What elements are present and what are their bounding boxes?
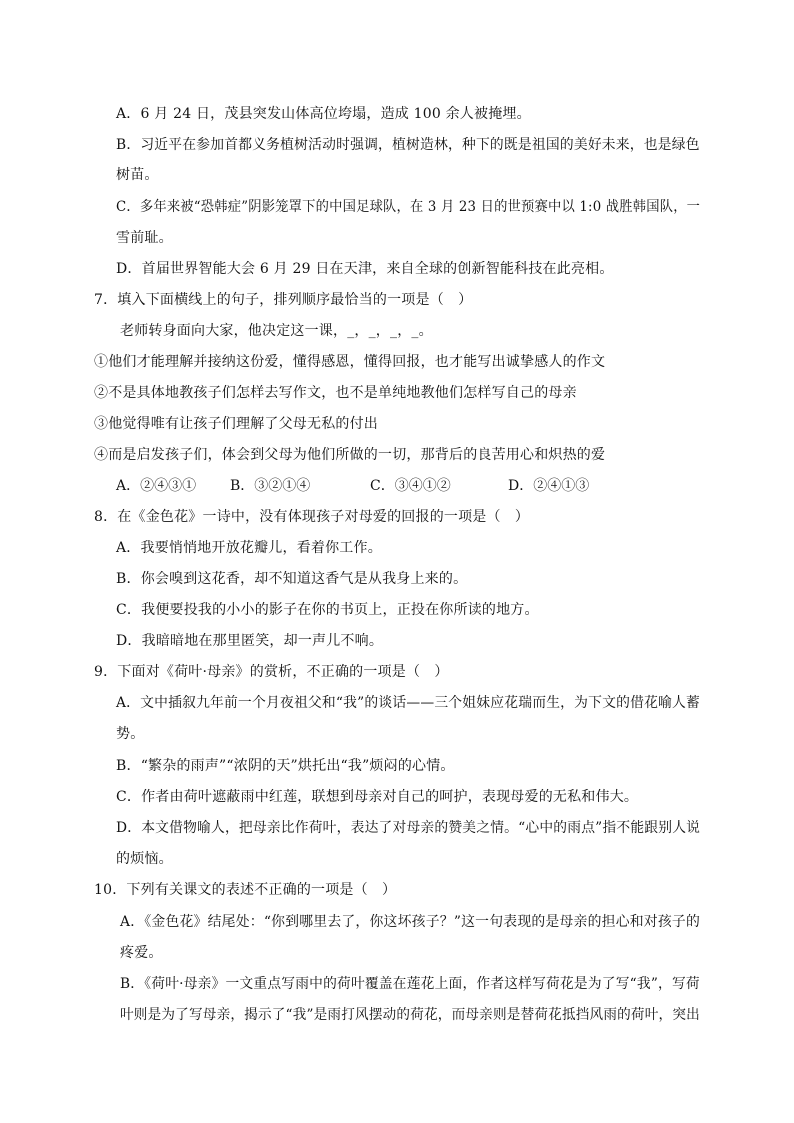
q6-option-d: D．首届世界智能大会 6 月 29 日在天津，来自全球的创新智能科技在此亮相。 — [116, 261, 614, 277]
q6-option-c-line2: 雪前耻。 — [116, 230, 173, 246]
q10-option-b-line1: B．《荷叶·母亲》一文重点写雨中的荷叶覆盖在莲花上面，作者这样写荷花是为了写“我”，写荷 — [120, 976, 700, 992]
q10-option-a-line1: A．《金色花》结尾处：“你到哪里去了，你这坏孩子？”这一句表现的是母亲的担心和对孩子的 — [120, 914, 701, 930]
q10-option-a-line2: 疼爱。 — [120, 945, 163, 961]
q8-option-a: A．我要悄悄地开放花瓣儿，看着你工作。 — [116, 540, 382, 556]
q9-option-a-line1: A．文中插叙九年前一个月夜祖父和“我”的谈话——三个姐妹应花瑞而生，为下文的借花喻人蓄 — [116, 695, 701, 711]
q9-option-a-line2: 势。 — [116, 726, 145, 742]
q7-choice-a: A．②④③① — [116, 478, 197, 494]
q9-option-c: C．作者由荷叶遮蔽雨中红莲，联想到母亲对自己的呵护，表现母爱的无私和伟大。 — [116, 789, 639, 805]
q10-option-b-line2: 叶则是为了写母亲，揭示了“我”是雨打风摆动的荷花，而母亲则是替荷花抵挡风雨的荷叶，突出 — [120, 1007, 700, 1023]
q8-option-b: B．你会嗅到这花香，却不知道这香气是从我身上来的。 — [116, 571, 468, 587]
q7-choice-c: C．③④①② — [370, 478, 451, 494]
q9-option-b: B．“繁杂的雨声”“浓阴的天”烘托出“我”烦闷的心情。 — [116, 758, 455, 774]
q9-title: 9．下面对《荷叶·母亲》的赏析，不正确的一项是（ ） — [94, 664, 449, 680]
q8-option-c: C．我便要投我的小小的影子在你的书页上，正投在你所读的地方。 — [116, 602, 539, 618]
q6-option-b-line1: B．习近平在参加首都义务植树活动时强调，植树造林，种下的既是祖国的美好未来，也是绿色 — [116, 137, 700, 153]
q6-option-a: A．6 月 24 日，茂县突发山体高位垮塌，造成 100 余人被掩埋。 — [116, 106, 531, 122]
q10-title: 10．下列有关课文的表述不正确的一项是（ ） — [94, 882, 397, 898]
q8-title: 8．在《金色花》一诗中，没有体现孩子对母爱的回报的一项是（ ） — [94, 509, 530, 525]
q9-option-d-line2: 的烦恼。 — [116, 851, 173, 867]
q7-choice-b: B．③②①④ — [230, 478, 311, 494]
q8-option-d: D．我暗暗地在那里匿笑，却一声儿不响。 — [116, 633, 384, 649]
q7-sentence-1: ①他们才能理解并接纳这份爱，懂得感恩，懂得回报，也才能写出诚挚感人的作文 — [94, 354, 606, 370]
q6-option-b-line2: 树苗。 — [116, 167, 159, 183]
q7-sentence-4: ④而是启发孩子们，体会到父母为他们所做的一切，那背后的良苦用心和炽热的爱 — [94, 447, 606, 463]
q9-option-d-line1: D．本文借物喻人，把母亲比作荷叶，表达了对母亲的赞美之情。“心中的雨点”指不能跟别人说 — [116, 820, 701, 836]
q7-stem: 老师转身面向大家，他决定这一课，_，_，_，_。 — [120, 323, 433, 339]
q7-sentence-2: ②不是具体地教孩子们怎样去写作文，也不是单纯地教他们怎样写自己的母亲 — [94, 385, 577, 401]
q6-option-c-line1: C．多年来被“恐韩症”阴影笼罩下的中国足球队，在 3 月 23 日的世预赛中以 1:0 战胜韩国队，一 — [116, 199, 701, 215]
q7-title: 7．填入下面横线上的句子，排列顺序最恰当的一项是（ ） — [94, 292, 473, 308]
q7-sentence-3: ③他觉得唯有让孩子们理解了父母无私的付出 — [94, 416, 378, 432]
q7-choice-d: D．②④①③ — [508, 478, 590, 494]
